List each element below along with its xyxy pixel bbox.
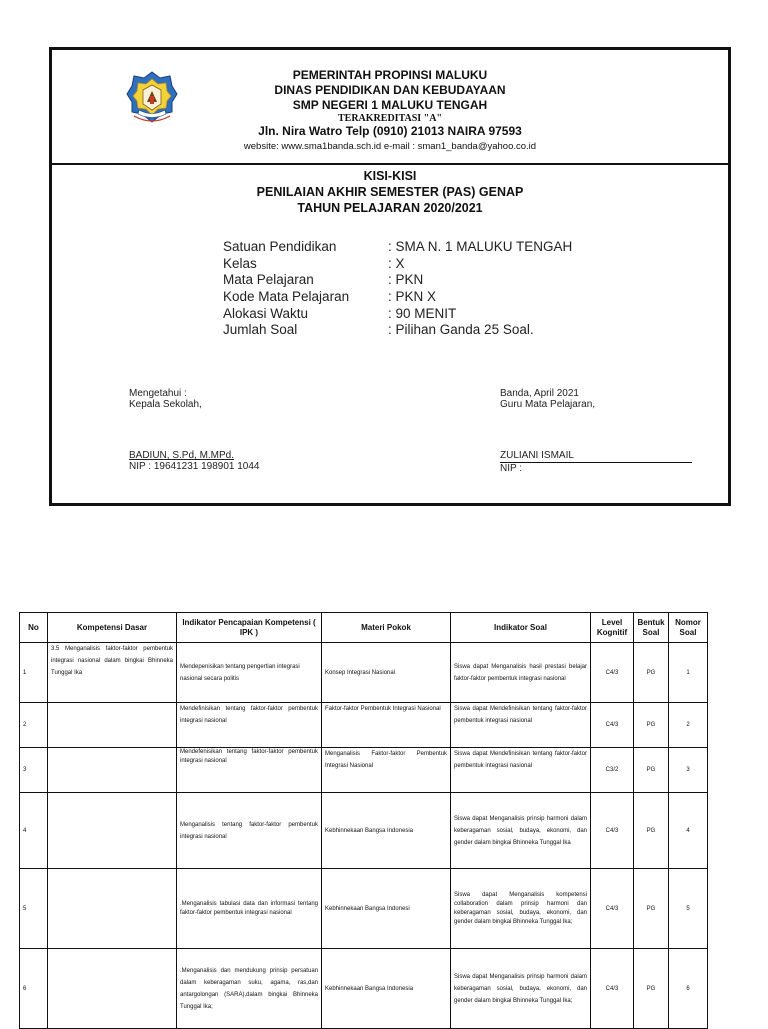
cell-nomor: 1 xyxy=(669,643,708,703)
cell-indikator: Siswa dapat Menganalisis hasil prestasi belajar faktor-faktor pembentuk integrasi nasional xyxy=(451,643,591,703)
teacher-name: ZULIANI ISMAIL xyxy=(500,450,574,461)
cell-level: C4/3 xyxy=(591,703,634,748)
table-header-row xyxy=(20,613,708,643)
cell-ipk: Mendepenisikan tentang pengertian integrasi nasional secara politis xyxy=(177,643,322,703)
cover-page xyxy=(49,47,731,506)
cell-kd xyxy=(48,793,177,869)
cell-no: 5 xyxy=(20,869,48,949)
cell-kd xyxy=(48,703,177,748)
cell-materi: Faktor-faktor Pembentuk Integrasi Nasional xyxy=(322,703,451,748)
info-value: : PKN xyxy=(388,272,424,288)
cell-indikator: Siswa dapat Menganalisis kompetensi collaboration dalam prinsip harmoni dan keberagaman sosial, budaya, ekonomi, dan gender dalam bingkai Bhinneka Tunggal Ika; xyxy=(451,869,591,949)
column-header: Indikator Pencapaian Kompetensi ( IPK ) xyxy=(177,613,322,643)
principal-role: Kepala Sekolah, xyxy=(129,399,202,410)
cell-level: C4/3 xyxy=(591,949,634,1029)
column-header: Materi Pokok xyxy=(322,613,451,643)
assessment-title: PENILAIAN AKHIR SEMESTER (PAS) GENAP xyxy=(256,185,524,199)
cell-no: 1 xyxy=(20,643,48,703)
column-header: Level Kognitif xyxy=(591,613,634,643)
info-label: Satuan Pendidikan xyxy=(223,239,337,254)
principal-nip: NIP : 19641231 198901 1044 xyxy=(129,461,260,472)
place-date: Banda, April 2021 xyxy=(500,388,579,399)
cell-no: 3 xyxy=(20,748,48,793)
principal-name: BADIUN, S.Pd, M.MPd. xyxy=(129,450,235,461)
cell-materi: Konsep Integrasi Nasional xyxy=(322,643,451,703)
cell-kd xyxy=(48,748,177,793)
cell-nomor: 3 xyxy=(669,748,708,793)
cell-level: C4/3 xyxy=(591,793,634,869)
academic-year: TAHUN PELAJARAN 2020/2021 xyxy=(297,201,483,215)
cell-no: 2 xyxy=(20,703,48,748)
table-row xyxy=(20,703,708,748)
cell-kd: 3.5 Menganalisis faktor-faktor pembentuk integrasi nasional dalam bingkai Bhinneka Tunggal Ika xyxy=(48,643,177,703)
cell-bentuk: PG xyxy=(634,793,669,869)
cell-ipk: Menganalisis tentang faktor-faktor pembentuk integrasi nasional xyxy=(177,793,322,869)
letterhead xyxy=(52,50,728,165)
school-name: SMP NEGERI 1 MALUKU TENGAH xyxy=(292,98,488,112)
cell-level: C4/3 xyxy=(591,869,634,949)
column-header: Bentuk Soal xyxy=(634,613,669,643)
cell-no: 4 xyxy=(20,793,48,869)
accreditation-text: TERAKREDITASI "A" xyxy=(338,113,442,124)
cell-level: C3/2 xyxy=(591,748,634,793)
acknowledged-label: Mengetahui : xyxy=(129,388,187,399)
info-value: : 90 MENIT xyxy=(388,305,457,321)
school-contact: website: www.sma1banda.sch.id e-mail : sman1_banda@yahoo.co.id xyxy=(243,141,537,152)
info-label: Mata Pelajaran xyxy=(223,272,314,288)
info-value: : SMA N. 1 MALUKU TENGAH xyxy=(388,239,573,254)
cell-ipk: Mendefinisikan tentang faktor-faktor pembentuk integrasi nasional xyxy=(177,703,322,748)
cell-indikator: Siswa dapat Mendefinisikan tentang faktor-faktor pembentuk integrasi nasional xyxy=(451,703,591,748)
column-header: No xyxy=(20,613,48,643)
column-header: Kompetensi Dasar xyxy=(48,613,177,643)
column-header: Indikator Soal xyxy=(451,613,591,643)
cell-bentuk: PG xyxy=(634,703,669,748)
cell-no: 6 xyxy=(20,949,48,1029)
school-address: Jln. Nira Watro Telp (0910) 21013 NAIRA 97593 xyxy=(258,124,522,138)
cell-bentuk: PG xyxy=(634,748,669,793)
teacher-role: Guru Mata Pelajaran, xyxy=(500,399,596,410)
table-row xyxy=(20,793,708,869)
table-row xyxy=(20,869,708,949)
cell-ipk: .Menganalisis dan mendukung prinsip persatuan dalam keberagaman suku, agama, ras,dan antargolongan (SARA),dalam bingkai Bhinneka Tunggal Ika; xyxy=(177,949,322,1029)
cell-ipk: .Menganalisis tabulasi data dan informasi tentang faktor-faktor pembentuk integrasi nasional xyxy=(177,869,322,949)
cell-kd xyxy=(48,869,177,949)
cell-ipk: Mendefenisikan tentang faktor-faktor pembentuk integrasi nasional xyxy=(177,748,322,793)
table-row xyxy=(20,949,708,1029)
cell-indikator: Siswa dapat Menganalisis prinsip harmoni dalam keberagaman sosial, budaya, ekonomi, dan gender dalam bingkai Bhinneka Tunggal Ika xyxy=(451,793,591,869)
cell-materi: Kebhinnekaan Bangsa Indonesi xyxy=(322,869,451,949)
info-label: Jumlah Soal xyxy=(223,322,298,338)
cell-materi: Menganalisis Faktor-faktor Pembentuk Integrasi Nasional xyxy=(322,748,451,793)
cell-nomor: 2 xyxy=(669,703,708,748)
cell-bentuk: PG xyxy=(634,643,669,703)
cell-bentuk: PG xyxy=(634,949,669,1029)
info-label: Kode Mata Pelajaran xyxy=(223,289,350,305)
table-row xyxy=(20,748,708,793)
cell-indikator: Siswa dapat Mendefinisikan tentang faktor-faktor pembentuk integrasi nasional xyxy=(451,748,591,793)
info-value: : Pilihan Ganda 25 Soal. xyxy=(388,322,534,338)
info-value: : X xyxy=(388,255,405,271)
column-header: Nomor Soal xyxy=(669,613,708,643)
cell-materi: Kebhinnekaan Bangsa Indonesia xyxy=(322,949,451,1029)
blueprint-table xyxy=(19,612,708,1029)
office-name: DINAS PENDIDIKAN DAN KEBUDAYAAN xyxy=(274,83,506,97)
cell-kd xyxy=(48,949,177,1029)
signature-divider xyxy=(500,462,692,463)
info-label: Alokasi Waktu xyxy=(223,305,309,321)
cell-indikator: Siswa dapat Menganalisis prinsip harmoni dalam keberagaman sosial, budaya, ekonomi, dan gender dalam bingkai Bhinneka Tunggal Ika; xyxy=(451,949,591,1029)
cell-nomor: 5 xyxy=(669,869,708,949)
document-title: KISI-KISI xyxy=(363,169,417,183)
info-value: : PKN X xyxy=(388,289,437,305)
info-label: Kelas xyxy=(223,255,257,271)
cell-nomor: 6 xyxy=(669,949,708,1029)
government-name: PEMERINTAH PROPINSI MALUKU xyxy=(292,68,488,82)
cell-level: C4/3 xyxy=(591,643,634,703)
cell-materi: Kebhinnekaan Bangsa Indonesia xyxy=(322,793,451,869)
table-row xyxy=(20,643,708,703)
cell-nomor: 4 xyxy=(669,793,708,869)
teacher-nip: NIP : xyxy=(500,463,523,474)
cell-bentuk: PG xyxy=(634,869,669,949)
